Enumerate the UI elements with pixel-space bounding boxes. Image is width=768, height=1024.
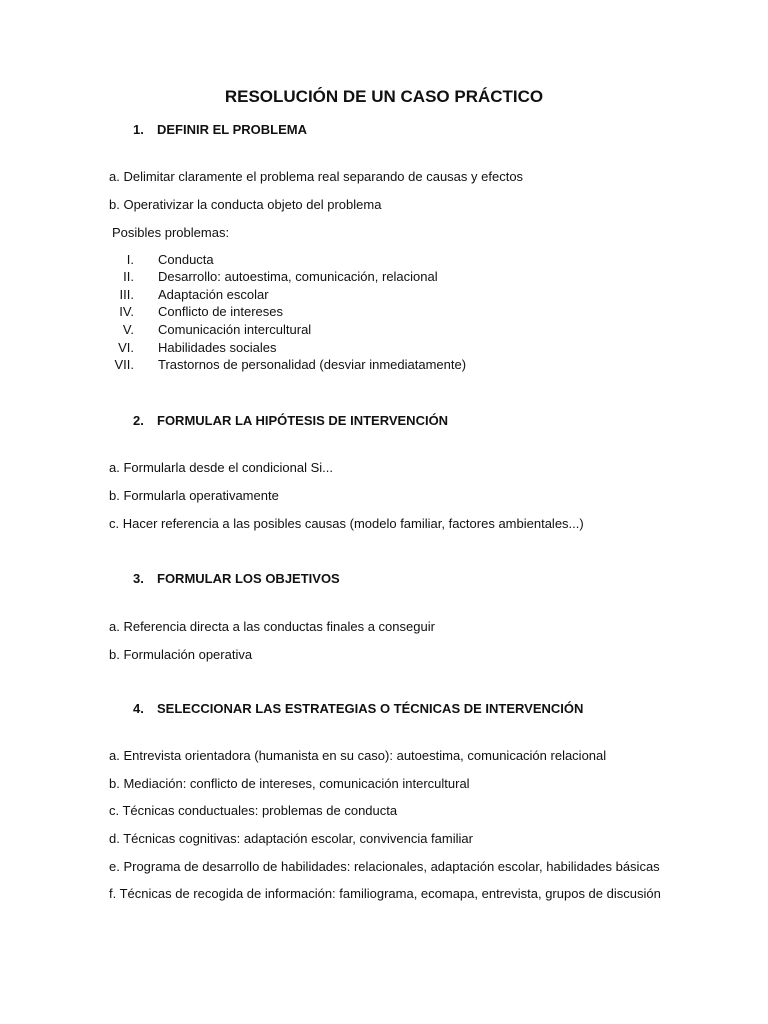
section-4-heading bbox=[133, 700, 583, 718]
section-3-number: 3. bbox=[133, 571, 144, 586]
section-4-line-d: d. Técnicas cognitivas: adaptación escolar, convivencia familiar bbox=[109, 831, 473, 846]
section-2-line-b: b. Formularla operativamente bbox=[109, 488, 279, 503]
section-1-number: 1. bbox=[133, 122, 144, 137]
section-4-line-c: c. Técnicas conductuales: problemas de conducta bbox=[109, 803, 398, 818]
section-4-title: SELECCIONAR LAS ESTRATEGIAS O TÉCNICAS DE INTERVENCIÓN bbox=[157, 701, 584, 716]
list-text: Desarrollo: autoestima, comunicación, relacional bbox=[158, 269, 438, 284]
section-2-title: FORMULAR LA HIPÓTESIS DE INTERVENCIÓN bbox=[157, 413, 449, 428]
section-3-title: FORMULAR LOS OBJETIVOS bbox=[157, 571, 340, 586]
section-4-line-f: f. Técnicas de recogida de información: familiograma, ecomapa, entrevista, grupos de discusión bbox=[109, 886, 661, 901]
list-numeral: I. bbox=[126, 252, 134, 267]
list-text: Habilidades sociales bbox=[158, 340, 277, 355]
section-1-title: DEFINIR EL PROBLEMA bbox=[157, 122, 307, 137]
list-text: Comunicación intercultural bbox=[158, 322, 312, 337]
list-numeral: II. bbox=[123, 269, 134, 284]
section-3-line-b: b. Formulación operativa bbox=[109, 647, 253, 662]
list-numeral: III. bbox=[119, 287, 134, 302]
list-numeral: V. bbox=[122, 322, 134, 337]
section-2-line-c: c. Hacer referencia a las posibles causas (modelo familiar, factores ambientales...) bbox=[109, 516, 584, 531]
list-text: Adaptación escolar bbox=[158, 287, 269, 302]
list-text: Conflicto de intereses bbox=[158, 304, 284, 319]
section-4-number: 4. bbox=[133, 701, 144, 716]
section-1-line-b: b. Operativizar la conducta objeto del problema bbox=[109, 197, 382, 212]
section-4-line-e: e. Programa de desarrollo de habilidades: relacionales, adaptación escolar, habilidades básicas bbox=[109, 859, 660, 874]
section-1-line-a: a. Delimitar claramente el problema real separando de causas y efectos bbox=[109, 169, 524, 184]
section-3-line-a: a. Referencia directa a las conductas finales a conseguir bbox=[109, 619, 435, 634]
section-2-heading bbox=[133, 412, 448, 430]
list-text: Trastornos de personalidad (desviar inmediatamente) bbox=[158, 357, 467, 372]
list-numeral: VI. bbox=[118, 340, 134, 355]
section-1-heading bbox=[133, 121, 307, 139]
list-text: Conducta bbox=[158, 252, 214, 267]
section-2-number: 2. bbox=[133, 413, 144, 428]
section-2-line-a: a. Formularla desde el condicional Si... bbox=[109, 460, 334, 475]
list-numeral: VII. bbox=[114, 357, 134, 372]
document-title: RESOLUCIÓN DE UN CASO PRÁCTICO bbox=[224, 87, 544, 106]
section-3-heading bbox=[133, 570, 340, 588]
section-4-line-a: a. Entrevista orientadora (humanista en su caso): autoestima, comunicación relacional bbox=[109, 748, 607, 763]
list-numeral: IV. bbox=[119, 304, 134, 319]
section-1-sublabel: Posibles problemas: bbox=[112, 225, 230, 240]
section-4-line-b: b. Mediación: conflicto de intereses, comunicación intercultural bbox=[109, 776, 470, 791]
